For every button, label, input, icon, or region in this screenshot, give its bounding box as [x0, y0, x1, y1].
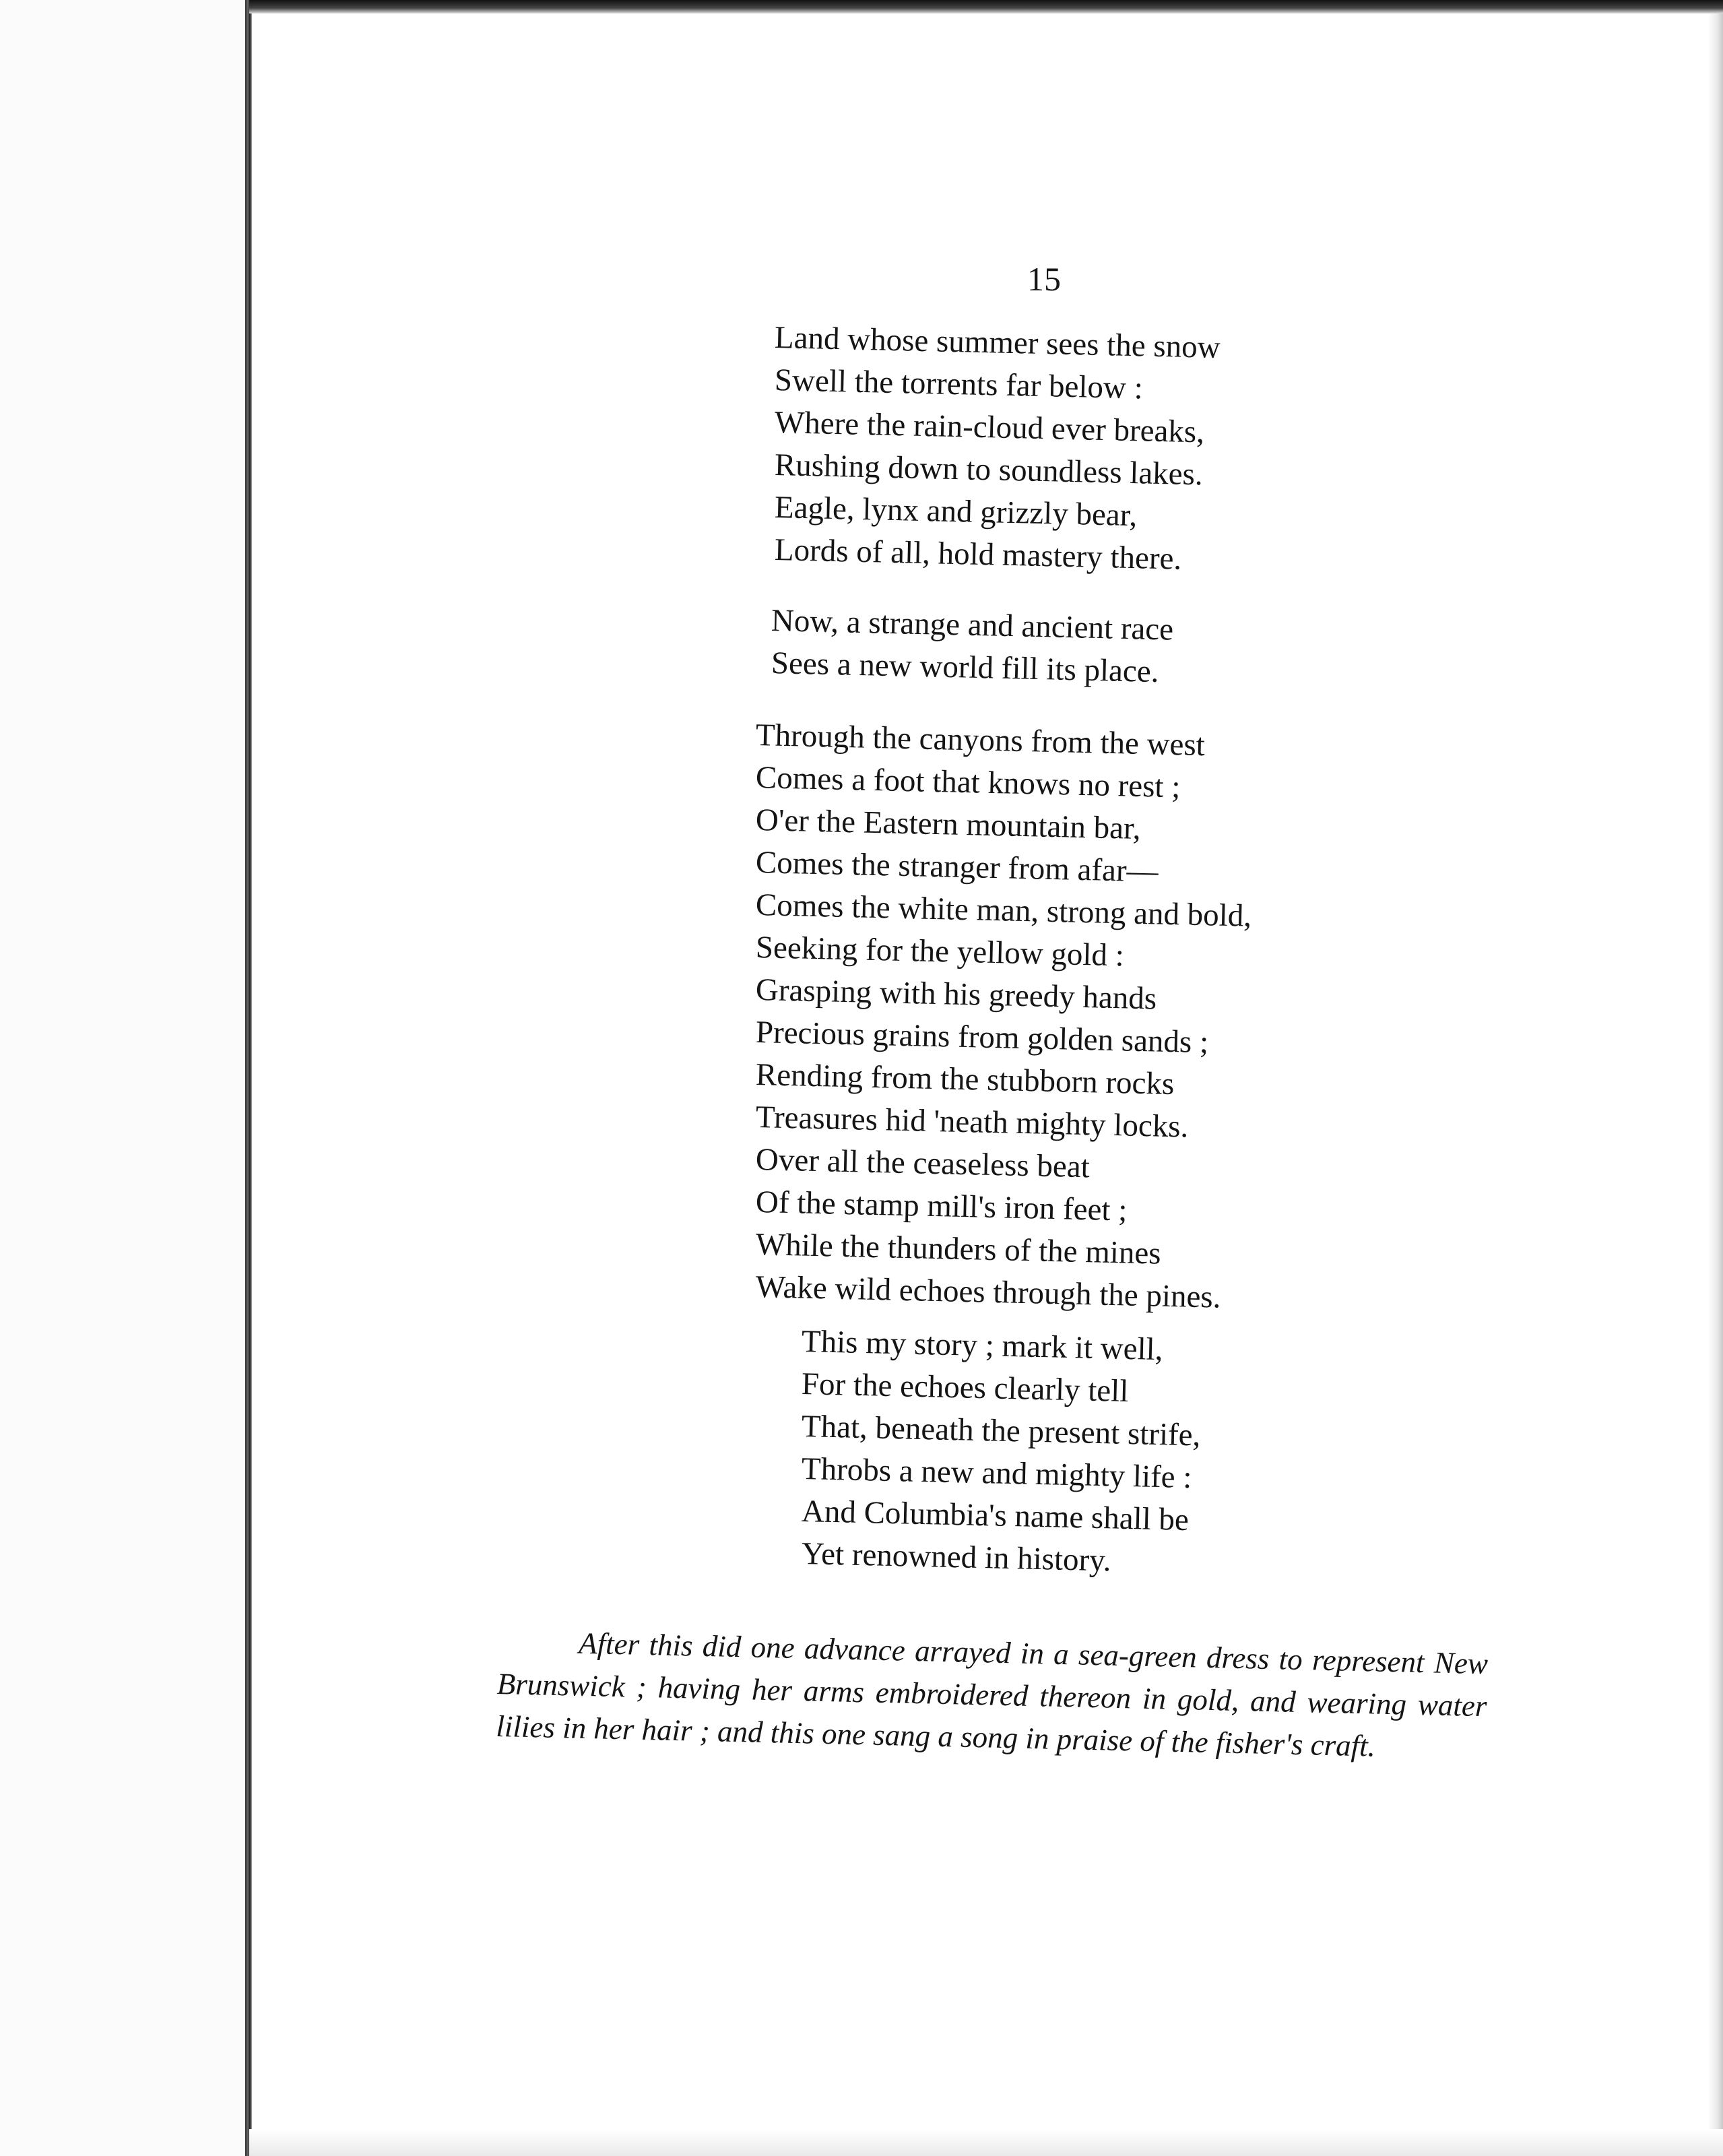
poem-stanza	[801, 1321, 1201, 1579]
poem-line: Swell the torrents far below :	[774, 362, 1144, 406]
poem-line: Grasping with his greedy hands	[755, 972, 1157, 1017]
poem-line: Yet renowned in history.	[801, 1536, 1112, 1579]
poem-line: Comes the white man, strong and bold,	[755, 887, 1252, 934]
poem-stanza	[774, 317, 1221, 577]
poem-line: Rushing down to soundless lakes.	[774, 447, 1204, 493]
poem-line: Comes a foot that knows no rest ;	[755, 760, 1181, 805]
poem-line: And Columbia's name shall be	[801, 1494, 1190, 1538]
bottom-edge-shadow	[249, 2129, 1723, 2156]
poem-line: O'er the Eastern mountain bar,	[755, 802, 1142, 846]
poem-stanza	[771, 600, 1174, 690]
poem-line: That, beneath the present strife,	[801, 1409, 1201, 1453]
poem-line: Treasures hid 'neath mighty locks.	[755, 1100, 1189, 1145]
poem-line: Through the canyons from the west	[755, 718, 1206, 763]
poem-line: Wake wild echoes through the pines.	[755, 1269, 1222, 1315]
poem-line: Of the stamp mill's iron feet ;	[755, 1184, 1128, 1228]
poem-line: Where the rain-cloud ever breaks,	[774, 405, 1205, 450]
poem-line: Precious grains from golden sands ;	[755, 1015, 1209, 1060]
poem-line: Now, a strange and ancient race	[771, 603, 1174, 647]
poem-line: Throbs a new and mighty life :	[801, 1451, 1192, 1496]
top-edge-shadow	[249, 0, 1723, 13]
poem-line: Sees a new world fill its place.	[771, 645, 1160, 690]
right-edge-shadow	[1708, 13, 1723, 2156]
poem-line: This my story ; mark it well,	[801, 1324, 1163, 1368]
prose-paragraph: After this did one advance arrayed in a sea-green dress to represent New Brunswick ; having her arms embroidered thereon in gold, and wearing water lilies in her hair ; and this one sang a song in praise of the fisher's craft.	[495, 1626, 1489, 1763]
poem-line: While the thunders of the mines	[755, 1227, 1162, 1271]
poem-line: Land whose summer sees the snow	[774, 320, 1221, 366]
poem-line: Eagle, lynx and grizzly bear,	[774, 490, 1138, 534]
poem-line: Rending from the stubborn rocks	[755, 1057, 1175, 1102]
facing-page-edge	[0, 0, 248, 2156]
poem-stanza	[755, 714, 1252, 1315]
poem-line: Over all the ceaseless beat	[755, 1142, 1091, 1185]
page-number: 15	[1027, 260, 1061, 298]
poem-line: Comes the stranger from afar—	[755, 845, 1159, 889]
book-spine-shadow	[245, 0, 252, 2156]
poem-line: Lords of all, hold mastery there.	[774, 532, 1182, 577]
poem-line: Seeking for the yellow gold :	[755, 930, 1125, 974]
poem-line: For the echoes clearly tell	[801, 1366, 1129, 1409]
